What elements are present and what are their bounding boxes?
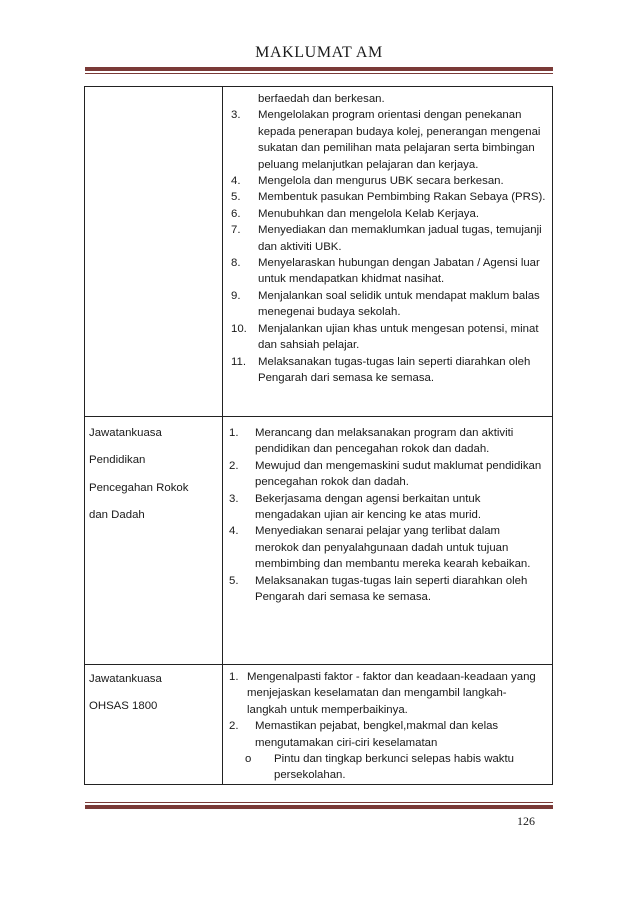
table-row — [85, 417, 553, 665]
duties-list — [229, 669, 546, 751]
committee-name-cell — [85, 87, 223, 417]
header-rule-thick — [85, 67, 553, 71]
duties-list — [231, 91, 546, 386]
sub-list-item — [229, 751, 546, 784]
list-item-text: Bekerjasama dengan agensi berkaitan untuk mengadakan ujian air kencing ke atas murid. — [255, 492, 482, 522]
list-item-number: 5. — [231, 191, 241, 204]
list-item — [231, 288, 546, 321]
list-item-text: Menjalankan ujian khas untuk mengesan potensi, minat dan sahsiah pelajar. — [258, 322, 539, 352]
committee-name-line: dan Dadah — [89, 509, 145, 522]
duties-cell — [223, 417, 553, 665]
list-item-number: 6. — [231, 207, 241, 220]
list-item — [229, 425, 546, 458]
list-item — [229, 573, 546, 606]
list-item-text: Mengelola dan mengurus UBK secara berkesan. — [258, 175, 504, 188]
committee-name-cell — [85, 665, 223, 785]
committee-name-line: OHSAS 1800 — [89, 700, 158, 713]
list-item — [229, 718, 546, 751]
list-item-number: 1. — [229, 671, 239, 683]
list-item-number: 5. — [229, 574, 239, 587]
list-item-text: Merancang dan melaksanakan program dan aktiviti pendidikan dan pencegahan rokok dan dadah. — [255, 427, 514, 456]
committee-name-line: Pencegahan Rokok — [89, 481, 189, 494]
committee-name-line: Jawatankuasa — [89, 427, 162, 439]
duties-cell — [223, 665, 553, 785]
list-item — [231, 222, 546, 255]
list-item-text: Membentuk pasukan Pembimbing Rakan Sebaya (PRS). — [258, 191, 546, 204]
list-item — [231, 173, 546, 189]
committee-name-line: Jawatankuasa — [89, 673, 162, 685]
list-item-number: 4. — [231, 175, 241, 188]
sub-list-item-text: Pintu dan tingkap berkunci selepas habis waktu persekolahan. — [274, 753, 514, 782]
committee-name-line: Pendidikan — [89, 454, 146, 467]
list-item-number: 11. — [231, 355, 246, 368]
list-item-number: 8. — [231, 257, 241, 270]
table-row — [85, 665, 553, 785]
footer-rule-thick — [85, 805, 553, 809]
list-item-number: 2. — [229, 720, 239, 733]
list-item — [231, 107, 546, 173]
footer-rule-thin — [85, 802, 553, 803]
list-item — [231, 91, 546, 107]
list-item-number: 3. — [231, 109, 241, 122]
list-item-text: Menjalankan soal selidik untuk mendapat maklum balas menegenai budaya sekolah. — [258, 289, 540, 319]
list-item — [231, 189, 546, 205]
list-item — [231, 321, 546, 354]
list-item-text: Menyediakan dan memaklumkan jadual tugas, temujanji dan aktiviti UBK. — [258, 224, 542, 253]
list-item-text: Mengelolakan program orientasi dengan penekanan kepada penerapan budaya kolej, penerangan mengenai sukatan dan pemilihan mata pelajaran serta bimbingan peluang melanjutkan pelajaran dan kerjaya. — [258, 109, 541, 171]
table-row — [85, 87, 553, 417]
header-rule-thin — [85, 73, 553, 74]
list-item-text: Memastikan pejabat, bengkel,makmal dan kelas mengutamakan ciri-ciri keselamatan — [255, 720, 499, 749]
list-item — [231, 206, 546, 222]
list-item — [229, 523, 546, 572]
list-item-number: 2. — [229, 459, 239, 472]
list-item — [229, 669, 546, 718]
list-item-text: berfaedah dan berkesan. — [258, 93, 385, 105]
list-item — [231, 255, 546, 288]
list-item-number: 3. — [229, 492, 239, 505]
committee-name-cell — [85, 417, 223, 665]
list-item — [229, 458, 546, 491]
list-item-text: Melaksanakan tugas-tugas lain seperti diarahkan oleh Pengarah dari semasa ke semasa. — [255, 574, 528, 604]
bullet-marker: o — [245, 753, 252, 766]
list-item-number: 1. — [229, 427, 239, 439]
content-table — [84, 86, 553, 785]
list-item-text: Mengenalpasti faktor - faktor dan keadaan-keadaan yang menjejaskan keselamatan dan mengambil langkah-langkah untuk memperbaikinya. — [247, 671, 536, 716]
sub-list — [229, 751, 546, 784]
duties-list — [229, 425, 546, 605]
page-header-title: MAKLUMAT AM — [255, 44, 383, 61]
list-item-text: Menyediakan senarai pelajar yang terlibat dalam merokok dan penyalahgunaan dadah untuk tujuan membimbing dan membantu mereka kearah kebaikan. — [255, 525, 531, 571]
list-item — [229, 491, 546, 524]
page-number: 126 — [517, 814, 535, 828]
list-item-text: Menyelaraskan hubungan dengan Jabatan / Agensi luar untuk mendapatkan khidmat nasihat. — [258, 257, 540, 286]
list-item-number: 10. — [231, 322, 247, 335]
list-item-text: Menubuhkan dan mengelola Kelab Kerjaya. — [258, 207, 480, 220]
list-item-number: 4. — [229, 525, 239, 538]
list-item — [231, 354, 546, 387]
list-item-text: Melaksanakan tugas-tugas lain seperti diarahkan oleh Pengarah dari semasa ke semasa. — [258, 355, 531, 384]
list-item-number: 9. — [231, 289, 241, 302]
list-item-number: 7. — [231, 224, 241, 237]
duties-cell — [223, 87, 553, 417]
list-item-text: Mewujud dan mengemaskini sudut maklumat pendidikan pencegahan rokok dan dadah. — [255, 459, 542, 489]
